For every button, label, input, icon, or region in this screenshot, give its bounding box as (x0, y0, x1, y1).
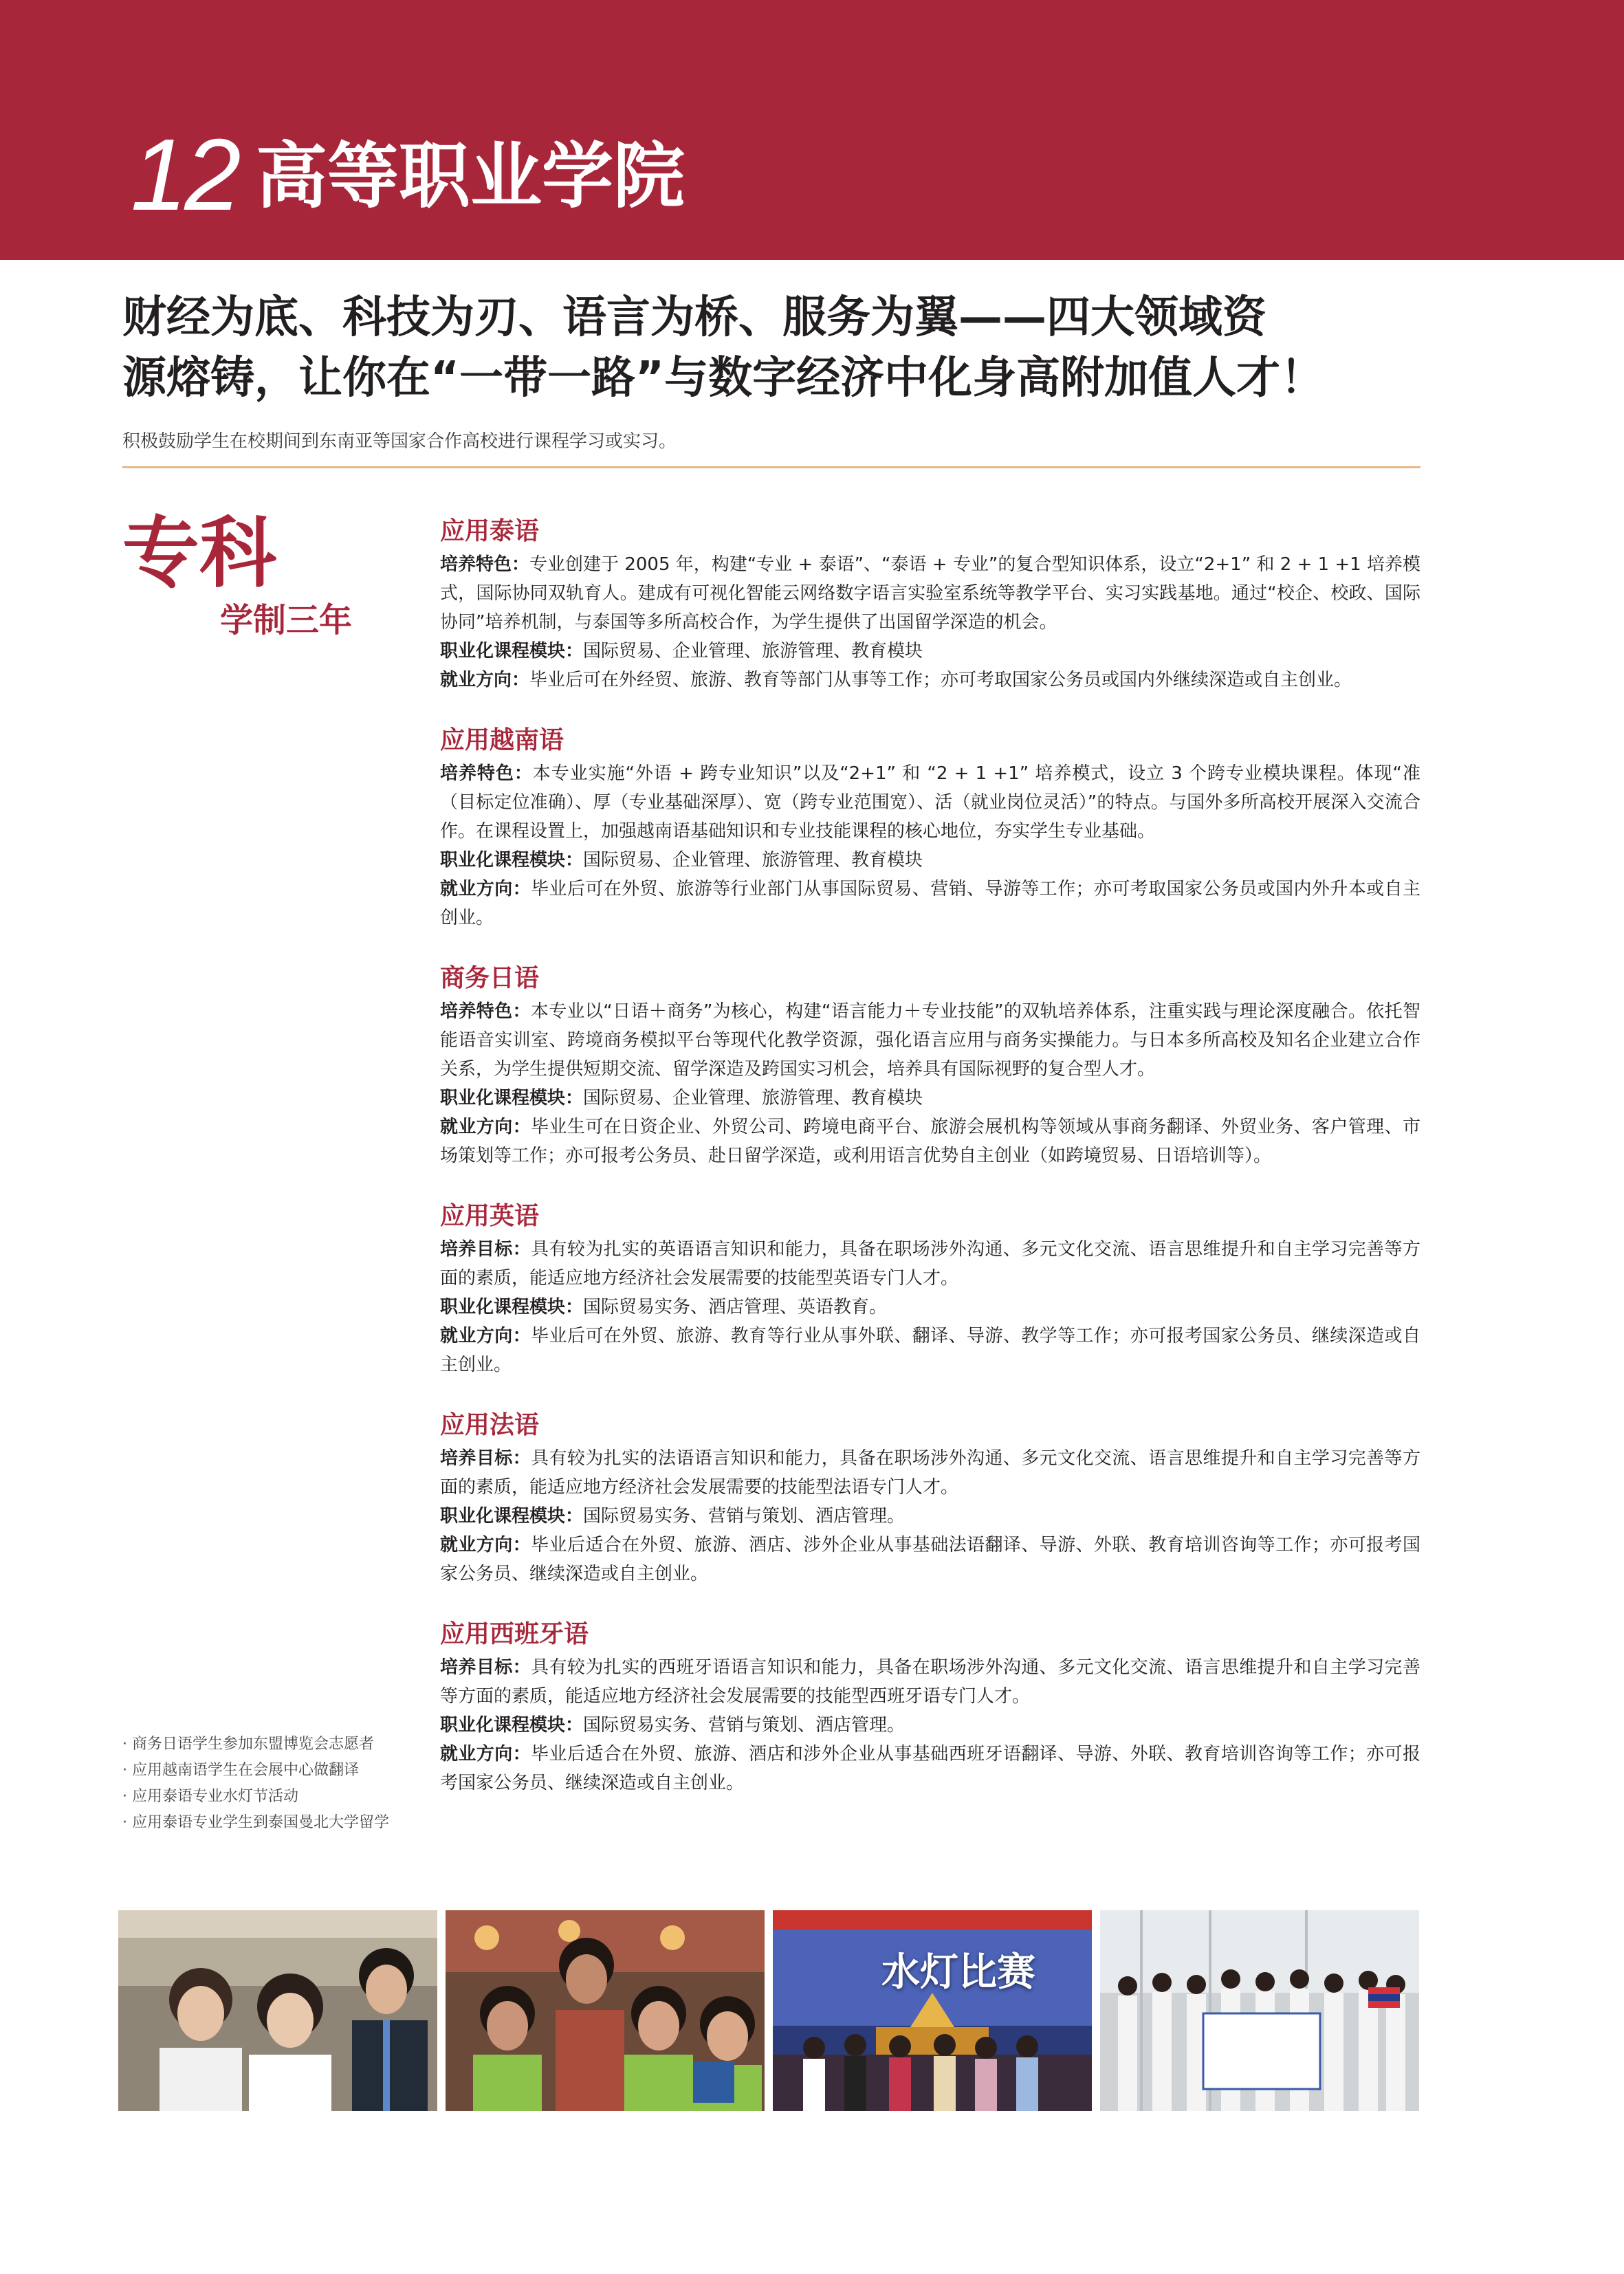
major-detail-row (440, 1113, 1420, 1170)
divider (122, 466, 1420, 468)
major-detail-row (440, 637, 1420, 666)
page-number: 12 (131, 118, 239, 232)
major-detail-row (440, 1235, 1420, 1293)
subnote: 积极鼓励学生在校期间到东南亚等国家合作高校进行课程学习或实习。 (122, 431, 677, 452)
detail-text: 国际贸易、企业管理、旅游管理、教育模块 (583, 850, 923, 871)
majors-list (440, 513, 1420, 1825)
detail-text: 国际贸易、企业管理、旅游管理、教育模块 (583, 641, 923, 662)
photo-overlay-text: 水灯比赛 (881, 1950, 1035, 1995)
detail-text: 国际贸易实务、营销与策划、酒店管理。 (583, 1506, 906, 1527)
major-detail-row (440, 1502, 1420, 1531)
headline (122, 287, 1456, 408)
major-name: 应用泰语 (440, 517, 540, 545)
major-section (440, 1407, 1420, 1588)
major-detail-row (440, 846, 1420, 875)
major-name: 应用法语 (440, 1411, 540, 1439)
level-duration: 学制三年 (220, 601, 353, 639)
major-section (440, 722, 1420, 932)
photo-2 (446, 1910, 765, 2111)
photo-captions (122, 1731, 389, 1836)
major-detail-row (440, 550, 1420, 637)
detail-label: 培养特色： (440, 1001, 531, 1022)
major-detail-row (440, 875, 1420, 932)
major-name: 应用西班牙语 (440, 1620, 589, 1648)
detail-label: 职业化课程模块： (440, 1088, 584, 1108)
detail-text: 毕业后可在外贸、旅游等行业部门从事国际贸易、营销、导游等工作；亦可考取国家公务员或国内外升本或自主创业。 (440, 879, 1420, 928)
detail-label: 就业方向： (440, 1326, 531, 1346)
major-section (440, 1616, 1420, 1797)
major-detail-row (440, 1653, 1420, 1711)
major-section (440, 1198, 1420, 1379)
headline-line-1: 财经为底、科技为刃、语言为桥、服务为翼——四大领域资 (122, 292, 1266, 343)
major-name: 应用越南语 (440, 726, 564, 754)
section-title: 高等职业学院 (256, 134, 685, 218)
major-name: 应用英语 (440, 1202, 540, 1230)
detail-text: 毕业后适合在外贸、旅游、酒店、涉外企业从事基础法语翻译、导游、外联、教育培训咨询等工作；亦可报考国家公务员、继续深造或自主创业。 (440, 1535, 1420, 1584)
major-detail-row (440, 1084, 1420, 1113)
group-photo-icon (1100, 1910, 1419, 2111)
major-detail-row (440, 666, 1420, 695)
detail-label: 培养特色： (440, 554, 530, 575)
detail-text: 具有较为扎实的法语语言知识和能力，具备在职场涉外沟通、多元文化交流、语言思维提升和自主学习完善等方面的素质，能适应地方经济社会发展需要的技能型法语专门人才。 (440, 1448, 1420, 1498)
detail-text: 国际贸易、企业管理、旅游管理、教育模块 (583, 1088, 923, 1108)
major-detail-row (440, 1740, 1420, 1797)
detail-label: 培养特色： (440, 763, 533, 784)
photo-caption: · 应用泰语专业学生到泰国曼北大学留学 (122, 1810, 389, 1836)
group-photo-icon (446, 1910, 765, 2111)
detail-text: 本专业以“日语＋商务”为核心，构建“语言能力＋专业技能”的双轨培养体系，注重实践与理论深度融合。依托智能语音实训室、跨境商务模拟平台等现代化教学资源，强化语言应用与商务实操能力。与日本多所高校及知名企业建立合作关系，为学生提供短期交流、留学深造及跨国实习机会，培养具有国际视野的复合型人才。 (440, 1001, 1420, 1080)
detail-text: 毕业后适合在外贸、旅游、酒店和涉外企业从事基础西班牙语翻译、导游、外联、教育培训咨询等工作；亦可报考国家公务员、继续深造或自主创业。 (440, 1744, 1420, 1793)
level-title: 专科 (122, 509, 276, 598)
photo-1 (118, 1910, 437, 2111)
photo-3 (773, 1910, 1092, 2111)
major-detail-row (440, 1293, 1420, 1322)
detail-label: 职业化课程模块： (440, 1506, 584, 1527)
photo-4 (1100, 1910, 1419, 2111)
headline-line-2: 源熔铸，让你在“一带一路”与数字经济中化身高附加值人才！ (122, 353, 1325, 404)
photo-caption: · 应用泰语专业水灯节活动 (122, 1784, 389, 1810)
detail-label: 就业方向： (440, 879, 531, 899)
major-detail-row (440, 997, 1420, 1084)
detail-label: 就业方向： (440, 1744, 531, 1764)
photo-caption: · 商务日语学生参加东盟博览会志愿者 (122, 1731, 389, 1758)
detail-text: 本专业实施“外语 + 跨专业知识”以及“2+1” 和 “2 + 1 +1” 培养模式，设立 3 个跨专业模块课程。体现“准（目标定位准确）、厚（专业基础深厚）、宽（跨专业范围宽）、活（就业岗位灵活）”的特点。与国外多所高校开展深入交流合作。在课程设置上，加强越南语基础知识和专业技能课程的核心地位，夯实学生专业基础。 (440, 763, 1420, 842)
photo-caption: · 应用越南语学生在会展中心做翻译 (122, 1758, 389, 1784)
detail-text: 专业创建于 2005 年，构建“专业 + 泰语”、“泰语 + 专业”的复合型知识体系，设立“2+1” 和 2 + 1 +1 培养模式，国际协同双轨育人。建成有可视化智能云网络数字语言实验室系统等教学平台、实习实践基地。通过“校企、校政、国际协同”培养机制，与泰国等多所高校合作，为学生提供了出国留学深造的机会。 (440, 554, 1420, 633)
photo-strip (118, 1910, 1420, 2111)
detail-text: 毕业生可在日资企业、外贸公司、跨境电商平台、旅游会展机构等领域从事商务翻译、外贸业务、客户管理、市场策划等工作；亦可报考公务员、赴日留学深造，或利用语言优势自主创业（如跨境贸易、日语培训等）。 (440, 1117, 1420, 1166)
major-detail-row (440, 759, 1420, 846)
major-section (440, 960, 1420, 1170)
detail-text: 国际贸易实务、酒店管理、英语教育。 (583, 1297, 888, 1318)
detail-text: 毕业后可在外经贸、旅游、教育等部门从事等工作；亦可考取国家公务员或国内外继续深造或自主创业。 (529, 670, 1352, 690)
detail-text: 毕业后可在外贸、旅游、教育等行业从事外联、翻译、导游、教学等工作；亦可报考国家公务员、继续深造或自主创业。 (440, 1326, 1420, 1375)
major-detail-row (440, 1711, 1420, 1740)
detail-label: 职业化课程模块： (440, 1297, 584, 1318)
major-name: 商务日语 (440, 964, 540, 992)
major-detail-row (440, 1444, 1420, 1502)
major-section (440, 513, 1420, 695)
detail-label: 就业方向： (440, 1117, 531, 1137)
header-band (0, 0, 1624, 260)
detail-label: 职业化课程模块： (440, 850, 584, 871)
group-photo-icon (118, 1910, 437, 2111)
major-detail-row (440, 1531, 1420, 1588)
festival-photo-icon (773, 1910, 1092, 2111)
detail-label: 就业方向： (440, 670, 530, 690)
detail-label: 培养目标： (440, 1239, 531, 1260)
detail-text: 具有较为扎实的英语语言知识和能力，具备在职场涉外沟通、多元文化交流、语言思维提升和自主学习完善等方面的素质，能适应地方经济社会发展需要的技能型英语专门人才。 (440, 1239, 1420, 1289)
detail-text: 国际贸易实务、营销与策划、酒店管理。 (583, 1715, 906, 1736)
detail-label: 培养目标： (440, 1448, 531, 1469)
major-detail-row (440, 1322, 1420, 1379)
detail-label: 职业化课程模块： (440, 641, 584, 662)
detail-label: 培养目标： (440, 1657, 531, 1678)
detail-label: 职业化课程模块： (440, 1715, 584, 1736)
detail-text: 具有较为扎实的西班牙语语言知识和能力，具备在职场涉外沟通、多元文化交流、语言思维提升和自主学习完善等方面的素质，能适应地方经济社会发展需要的技能型西班牙语专门人才。 (440, 1657, 1420, 1707)
detail-label: 就业方向： (440, 1535, 531, 1555)
